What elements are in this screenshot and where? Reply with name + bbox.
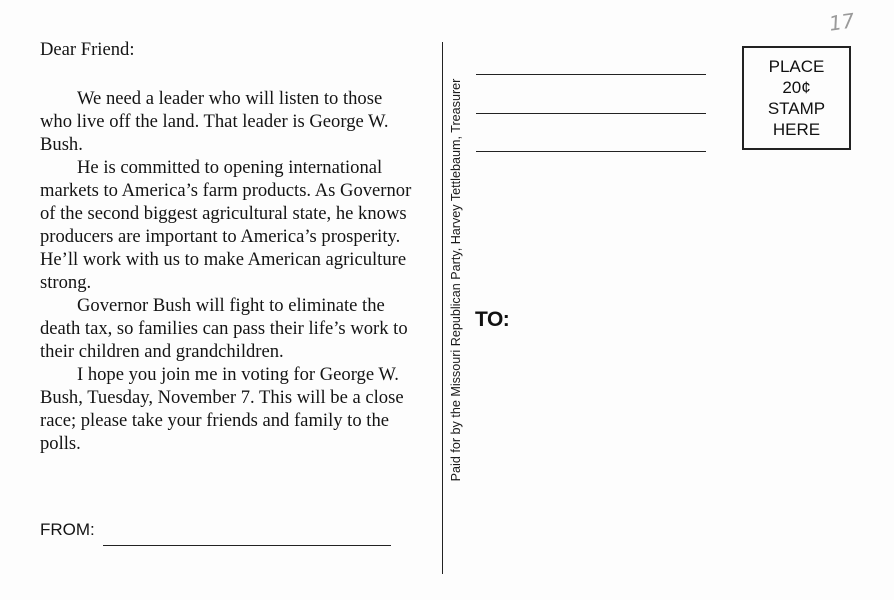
from-label: FROM: <box>40 520 95 539</box>
pencil-note: 17 <box>827 8 856 36</box>
address-line-1 <box>476 74 706 75</box>
center-divider <box>442 42 443 574</box>
stamp-line: 20¢ <box>782 78 811 97</box>
letter-paragraph: Governor Bush will fight to eliminate the death tax, so families can pass their life’s work to their children and grandchildren. <box>40 295 408 362</box>
disclaimer-text: Paid for by the Missouri Republican Party, Harvey Tettlebaum, Treasurer <box>449 78 463 482</box>
stamp-box <box>742 46 851 150</box>
letter-body <box>40 38 415 455</box>
to-label: TO: <box>475 308 510 331</box>
letter-paragraph: We need a leader who will listen to those who live off the land. That leader is George W. Bush. <box>40 88 389 155</box>
stamp-line: HERE <box>772 120 821 139</box>
address-line-3 <box>476 151 706 152</box>
address-line-2 <box>476 113 706 114</box>
letter-paragraph: I hope you join me in voting for George W. Bush, Tuesday, November 7. This will be a close race; please take your friends and family to the polls. <box>40 364 404 454</box>
letter-greeting: Dear Friend: <box>40 39 135 60</box>
letter-paragraph: He is committed to opening international markets to America’s farm products. As Governor of the second biggest agricultural state, he knows producers are important to America’s prosperity. He’ll work with us to make American agriculture strong. <box>40 157 412 293</box>
from-signature-line <box>103 545 391 546</box>
stamp-line: STAMP <box>767 99 826 118</box>
stamp-line: PLACE <box>768 57 825 76</box>
